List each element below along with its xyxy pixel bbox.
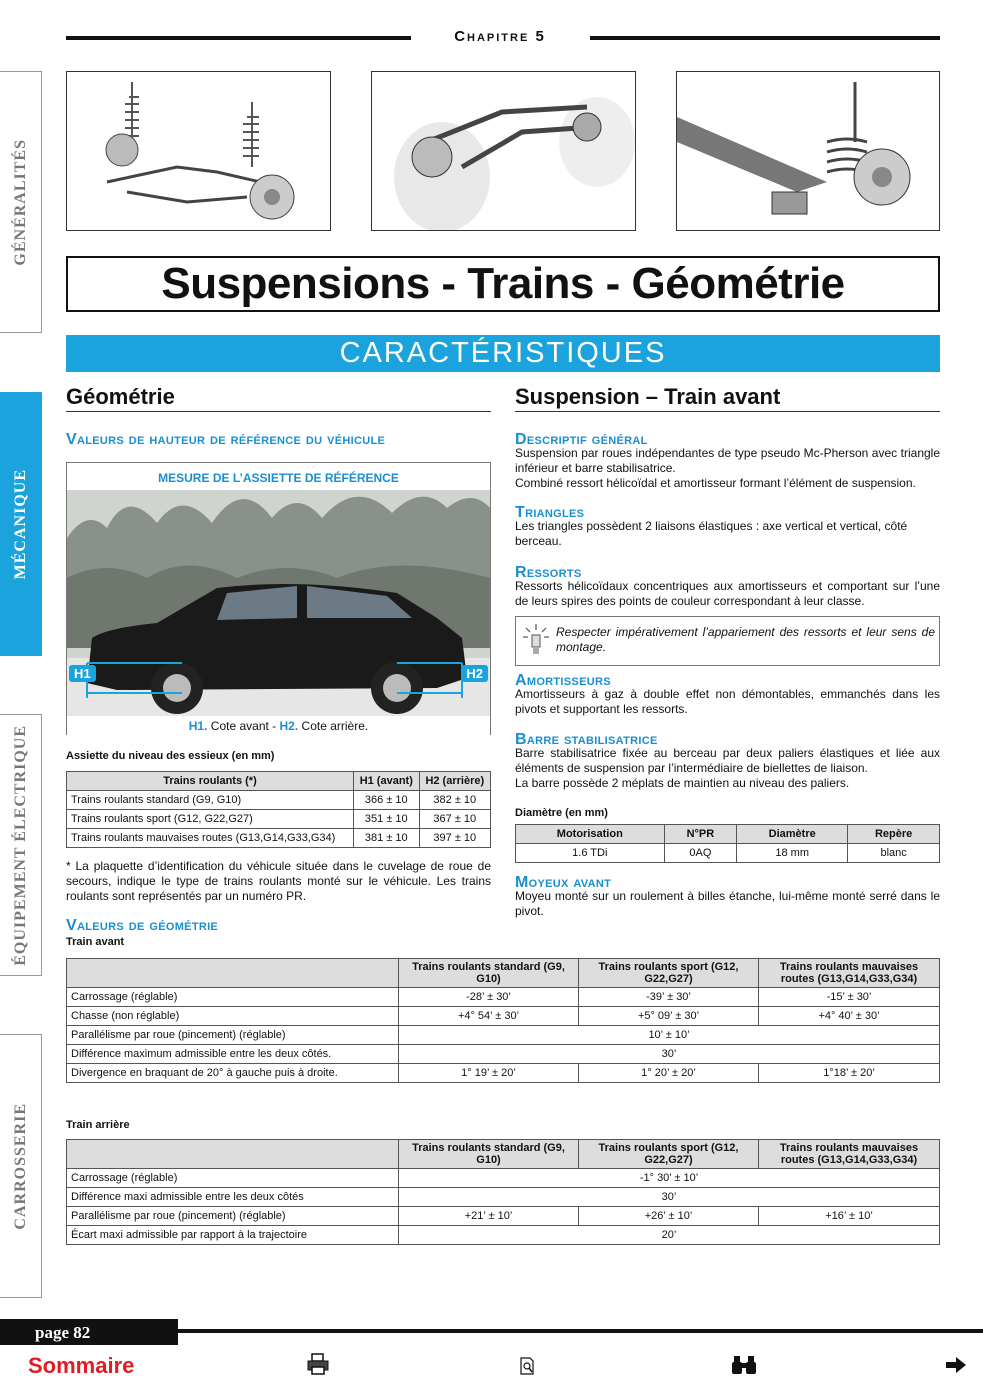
train-arriere-label: Train arrière <box>66 1119 130 1131</box>
footer-rule <box>178 1329 983 1333</box>
table-row: Écart maxi admissible par rapport à la trajectoire 20’ <box>67 1226 940 1245</box>
figure-caption: H1. Cote avant - H2. Cote arrière. <box>67 717 490 735</box>
table-row: Trains roulants standard (G9, G10) 366 ± 10 382 ± 10 <box>67 791 491 810</box>
descriptif-text2: Combiné ressort hélicoïdal et amortisseur formant l’élément de suspension. <box>515 476 916 490</box>
warning-text: Respecter impérativement l’appariement des ressorts et leur sens de montage. <box>556 625 935 654</box>
barre-text: Barre stabilisatrice fixée au berceau par deux paliers élastiques et liée aux éléments de suspension par l’intermédiaire de biellettes de liaison. <box>515 746 940 775</box>
table-row: 1.6 TDi 0AQ 18 mm blanc <box>516 844 940 863</box>
ressorts-text: Ressorts hélicoïdaux concentriques aux amortisseurs et comportant sur l’une de leurs spires des points de couleur correspondant à leur classe. <box>515 579 940 608</box>
moyeux-text: Moyeu monté sur un roulement à billes étanche, lui-même monté serré dans le pivot. <box>515 889 940 918</box>
header-rule-left <box>66 36 411 40</box>
diametre-table <box>515 824 940 863</box>
sub-triangles: Triangles <box>515 504 585 521</box>
train-avant-label: Train avant <box>66 936 125 948</box>
table-header-row: Motorisation N°PR Diamètre Repère <box>516 825 940 844</box>
sub-barre-stabilisatrice: Barre stabilisatrice <box>515 731 658 748</box>
figure-title: MESURE DE L’ASSIETTE DE RÉFÉRENCE <box>158 471 399 485</box>
heading-geometrie: Géométrie <box>66 384 491 412</box>
table-row: Divergence en braquant de 20° à gauche puis à droite. 1° 19’ ± 20’ 1° 20’ ± 20’ 1°18’ ± 20’ <box>67 1064 940 1083</box>
sommaire-link[interactable]: Sommaire <box>28 1353 135 1378</box>
assiette-table <box>66 771 491 848</box>
photo-rear-suspension <box>676 71 940 231</box>
tab-equipement-electrique[interactable]: ÉQUIPEMENT ÉLECTRIQUE <box>0 714 42 976</box>
train-arriere-table <box>66 1139 940 1245</box>
barre-text2: La barre possède 2 méplats de maintien au niveau des paliers. <box>515 776 850 790</box>
photo-axle <box>371 71 636 231</box>
amortisseurs-text: Amortisseurs à gaz à double effet non démontables, emmanchés dans les pivots et supportant les ressorts. <box>515 687 940 716</box>
diametre-title: Diamètre (en mm) <box>515 807 608 819</box>
sub-moyeux: Moyeux avant <box>515 874 612 891</box>
train-avant-table <box>66 958 940 1083</box>
descriptif-text: Suspension par roues indépendantes de type pseudo Mc-Pherson avec triangle inférieur et barre stabilisatrice. <box>515 446 940 475</box>
table-row: Parallélisme par roue (pincement) (réglable) 10’ ± 10’ <box>67 1026 940 1045</box>
sub-valeurs-hauteur: Valeurs de hauteur de référence du véhicule <box>66 431 386 448</box>
h2-label: H2 <box>461 665 488 682</box>
table-row: Chasse (non réglable) +4° 54’ ± 30’ +5° 09’ ± 30’ +4° 40’ ± 30’ <box>67 1007 940 1026</box>
h1-label: H1 <box>69 665 96 682</box>
table-row: Trains roulants sport (G12, G22,G27) 351 ± 10 367 ± 10 <box>67 810 491 829</box>
tab-carrosserie[interactable]: CARROSSERIE <box>0 1034 42 1298</box>
triangles-text: Les triangles possèdent 2 liaisons élastiques : axe vertical et vertical, côté berceau. <box>515 519 908 548</box>
assiette-table-title: Assiette du niveau des essieux (en mm) <box>66 750 275 762</box>
page-number: page 82 <box>0 1319 178 1345</box>
arrow-right-icon[interactable] <box>945 1356 967 1374</box>
printer-icon[interactable] <box>306 1353 330 1375</box>
table-row: Trains roulants mauvaises routes (G13,G14,G33,G34) 381 ± 10 397 ± 10 <box>67 829 491 848</box>
table-row: Parallélisme par roue (pincement) (réglable) +21’ ± 10’ +26’ ± 10’ +16’ ± 10’ <box>67 1207 940 1226</box>
sub-valeurs-geometrie: Valeurs de géométrie <box>66 917 219 934</box>
tab-generalites[interactable]: GÉNÉRALITÉS <box>0 71 42 333</box>
table-row: Carrossage (réglable) -1° 30’ ± 10’ <box>67 1169 940 1188</box>
search-doc-icon[interactable] <box>519 1357 537 1375</box>
table-row: Différence maximum admissible entre les deux côtés. 30’ <box>67 1045 940 1064</box>
warning-icon <box>522 622 550 658</box>
sub-ressorts: Ressorts <box>515 564 582 581</box>
page-title: Suspensions - Trains - Géométrie <box>66 256 940 312</box>
heading-suspension: Suspension – Train avant <box>515 384 940 412</box>
header-rule-right <box>590 36 940 40</box>
note-plaquette: * La plaquette d’identification du véhicule située dans le cuvelage de roue de secours, indique le type de trains roulants monté sur le véhicule. Les trains roulants sont représentés par un numéro PR. <box>66 859 491 903</box>
table-header-row: Trains roulants (*) H1 (avant) H2 (arrière) <box>67 772 491 791</box>
warning-box <box>515 616 940 666</box>
sub-descriptif: Descriptif général <box>515 431 648 448</box>
table-header-row: Trains roulants standard (G9, G10) Trains roulants sport (G12, G22,G27) Trains roulants mauvaises routes (G13,G14,G33,G34) <box>67 1140 940 1169</box>
table-row: Différence maxi admissible entre les deux côtés 30’ <box>67 1188 940 1207</box>
table-header-row: Trains roulants standard (G9, G10) Trains roulants sport (G12, G22,G27) Trains roulants mauvaises routes (G13,G14,G33,G34) <box>67 959 940 988</box>
figure-assiette <box>66 462 491 735</box>
car-image <box>67 478 490 716</box>
photo-front-suspension <box>66 71 331 231</box>
section-band: CARACTÉRISTIQUES <box>66 335 940 372</box>
tab-mecanique[interactable]: MÉCANIQUE <box>0 392 42 656</box>
binoculars-icon[interactable] <box>731 1354 757 1376</box>
right-column <box>515 431 940 919</box>
table-row: Carrossage (réglable) -28’ ± 30’ -39’ ± 30’ -15’ ± 30’ <box>67 988 940 1007</box>
sub-amortisseurs: Amortisseurs <box>515 672 611 689</box>
chapter-title: Chapitre 5 <box>454 28 546 45</box>
